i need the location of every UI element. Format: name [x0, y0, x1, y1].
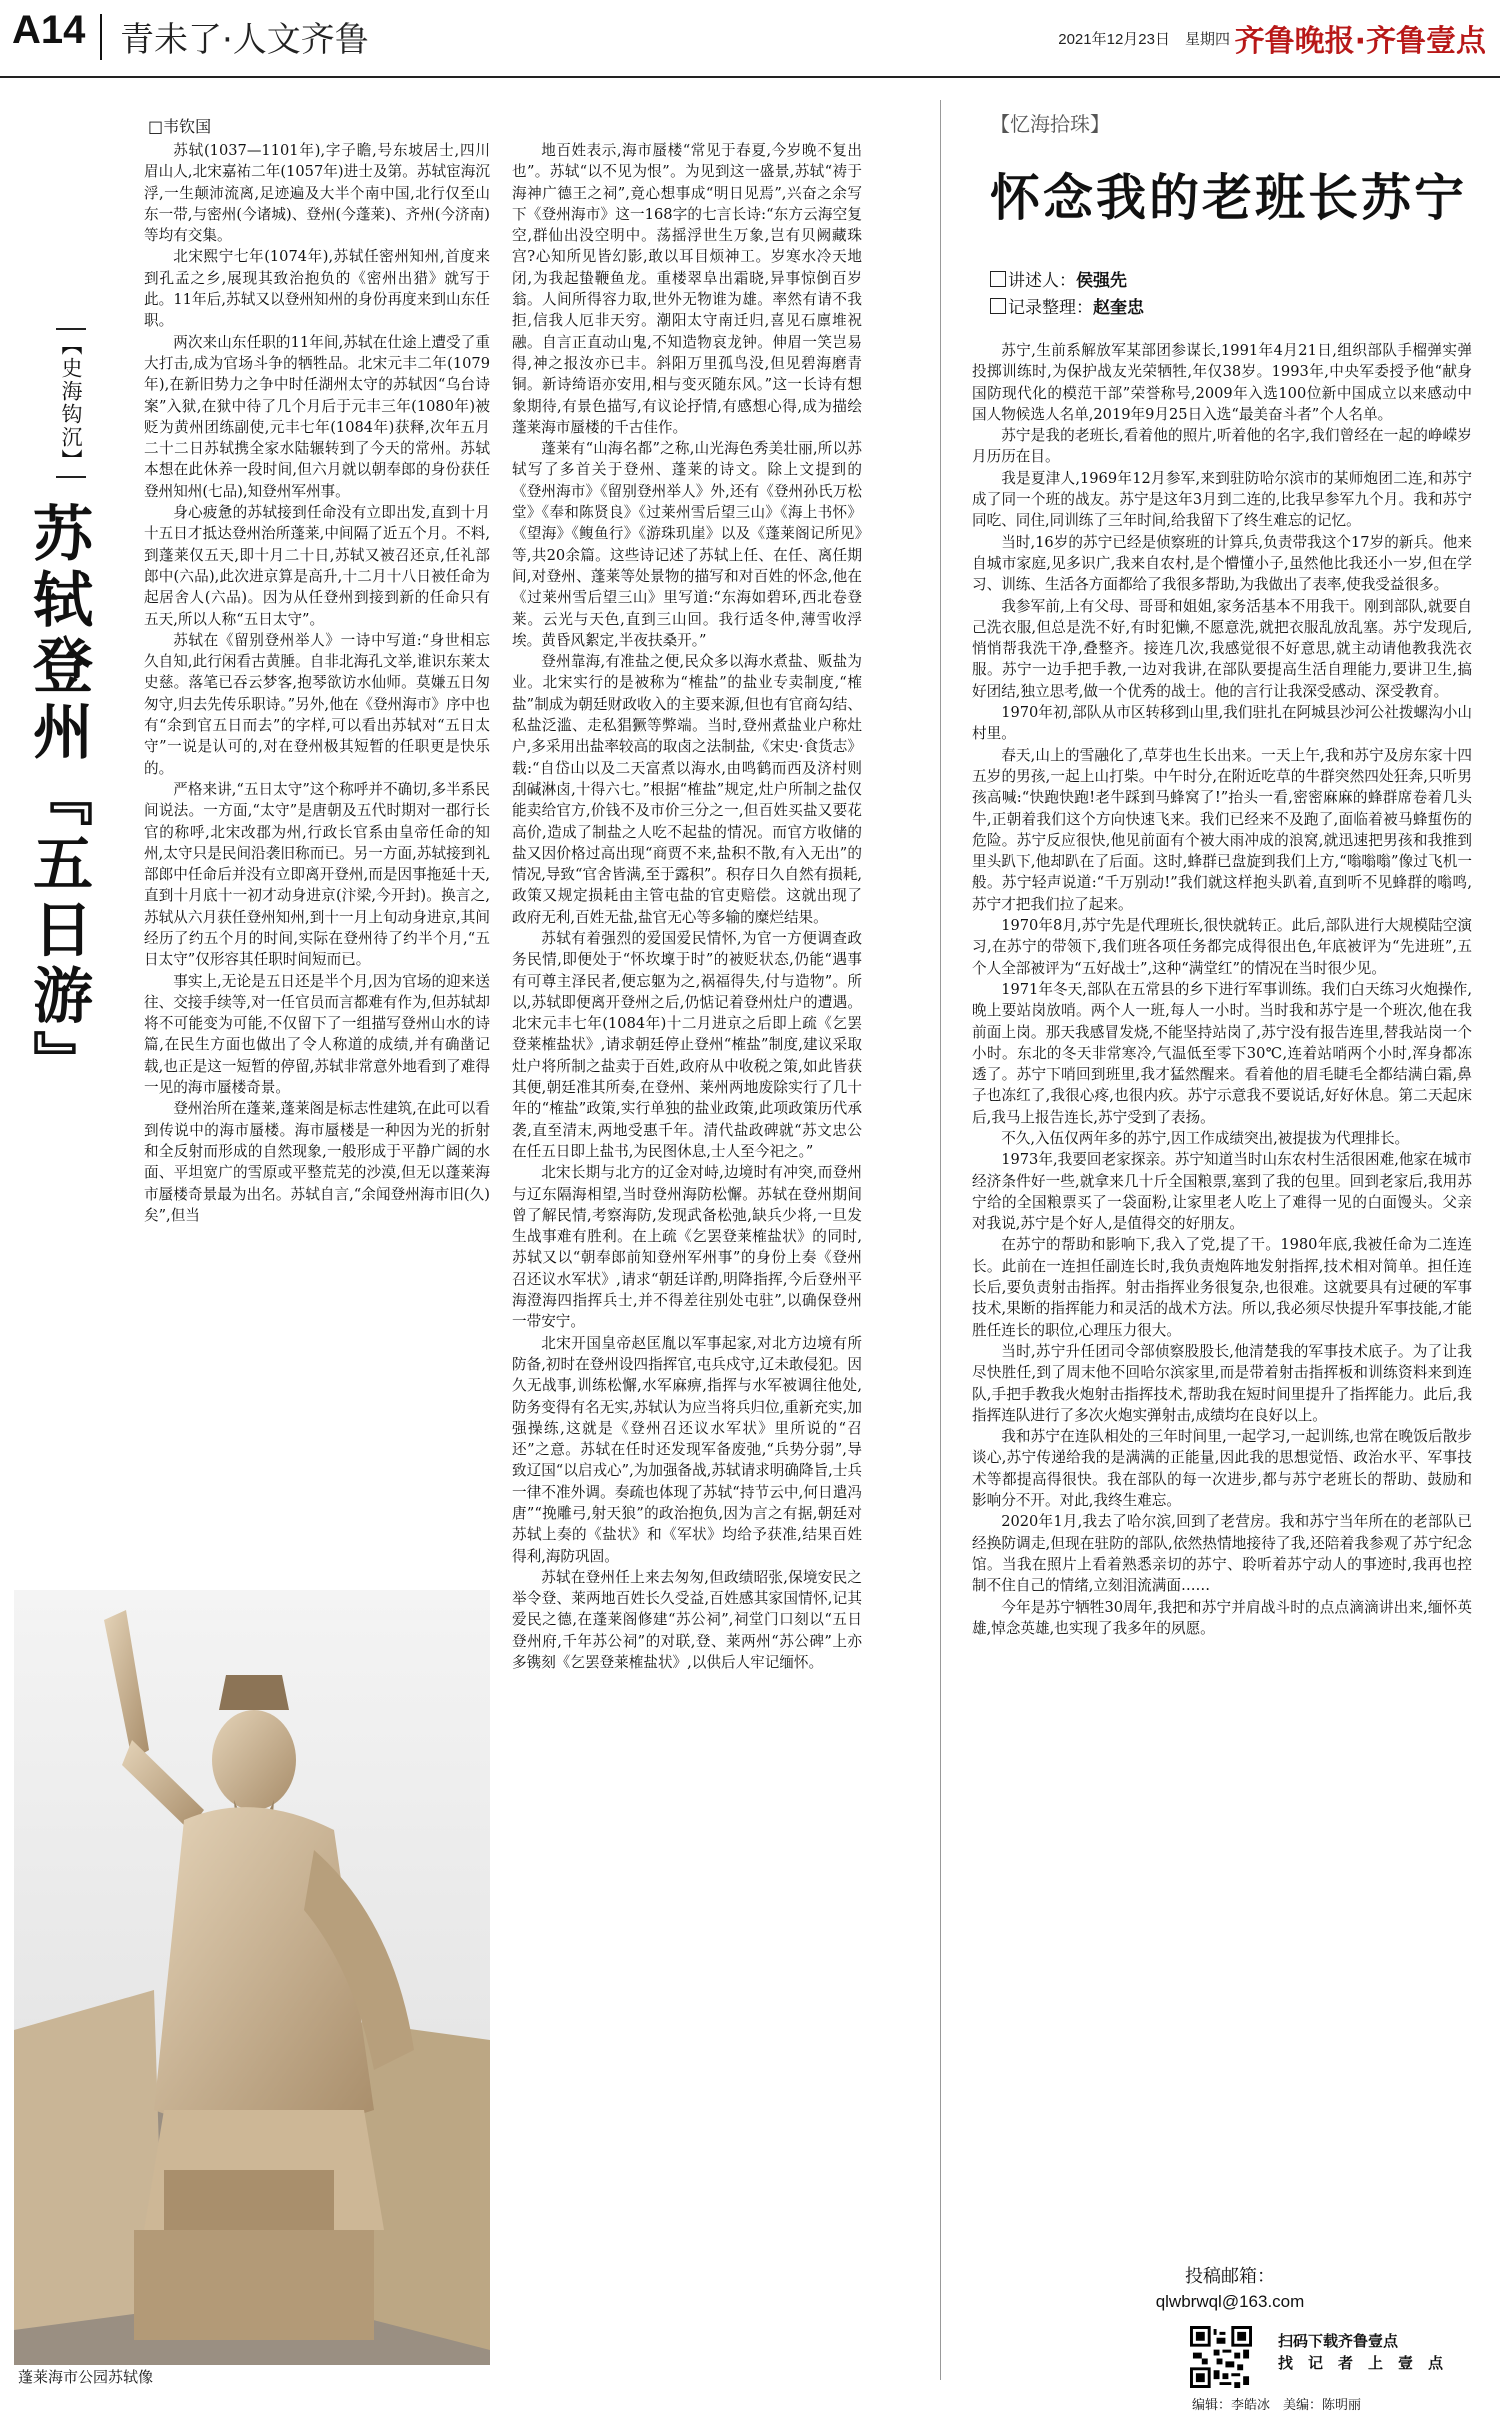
body-paragraph: 我和苏宁在连队相处的三年时间里,一起学习,一起训练,也常在晚饭后散步谈心,苏宁传递给我的是满满的正能量,因此我的思想觉悟、政治水平、军事技术等都提高得很快。我在部队的每一次进步,都与苏宁老班长的帮助、鼓励和影响分不开。对此,我终生难忘。 — [972, 1428, 1472, 1510]
article1-byline: □韦钦国 — [148, 117, 212, 136]
article2-kicker: 【忆海拾珠】 — [990, 112, 1110, 136]
body-paragraph: 当时,苏宁升任团司令部侦察股股长,他清楚我的军事技术底子。为了让我尽快胜任,到了周末他不回哈尔滨家里,而是带着射击指挥板和训练资料来到连队,手把手教我火炮射击指挥技术,帮助我在短时间里提升了指挥能力。此后,我指挥连队进行了多次火炮实弹射击,成绩均在良好以上。 — [972, 1342, 1472, 1424]
checkbox-icon — [990, 271, 1006, 287]
recorder-label: 记录整理： — [1008, 298, 1093, 318]
body-paragraph: 2020年1月,我去了哈尔滨,回到了老营房。我和苏宁当年所在的老部队已经换防调走,但现在驻防的部队,依然热情地接待了我,还陪着我参观了苏宁纪念馆。当我在照片上看着熟悉亲切的苏宁、聆听着苏宁动人的事迹时,我再也控制不住自己的情绪,立刻泪流满面…… — [972, 1513, 1472, 1595]
body-paragraph: 蓬莱有“山海名都”之称,山光海色秀美壮丽,所以苏轼写了多首关于登州、蓬莱的诗文。除上文提到的《登州海市》《留别登州举人》外,还有《登州孙氏万松堂》《奉和陈贤良》《过莱州雪后望三山》《海上书怀》《望海》《鳆鱼行》《游珠玑崖》以及《蓬莱阁记所见》等,共20余篇。这些诗记述了苏轼上任、在任、离任期间,对登州、蓬莱等处景物的描写和对百姓的怀念,他在《过莱州雪后望三山》里写道:“东海如碧环,西北卷登莱。云光与天色,直到三山回。我行适冬仲,薄雪收浮埃。黄昏风絮定,半夜扶桑开。” — [512, 440, 862, 649]
page-header — [0, 0, 1500, 78]
qr-caption — [1278, 2330, 1443, 2374]
body-paragraph: 地百姓表示,海市蜃楼“常见于春夏,今岁晚不复出也”。苏轼“以不见为恨”。为见到这一盛景,苏轼“祷于海神广德王之祠”,竟心想事成“明日见焉”,兴奋之余写下《登州海市》这一168字的七言长诗:“东方云海空复空,群仙出没空明中。荡摇浮世生万象,岂有贝阙藏珠宫?心知所见皆幻影,敢以耳目烦神工。岁寒水冷天地闭,为我起蛰鞭鱼龙。重楼翠阜出霜晓,异事惊倒百岁翁。人间所得容力取,世外无物谁为雄。率然有请不我拒,信我人厄非天穷。潮阳太守南迁归,喜见石廪堆祝融。自言正直动山鬼,不知造物哀龙钟。伸眉一笑岂易得,神之报汝亦已丰。斜阳万里孤鸟没,但见碧海磨青铜。新诗绮语亦安用,相与变灭随东风。”这一长诗有想象期待,有景色描写,有议论抒情,有感想心得,成为描绘蓬莱海市蜃楼的千古佳作。 — [512, 142, 862, 436]
narrator-name: 侯强先 — [1076, 271, 1127, 291]
statue-illustration — [14, 1590, 490, 2365]
qr-caption-line1: 扫码下载齐鲁壹点 — [1278, 2332, 1399, 2350]
body-paragraph: 登州靠海,有准盐之便,民众多以海水煮盐、贩盐为业。北宋实行的是被称为“榷盐”的盐业专卖制度,“榷盐”制成为朝廷财政收入的主要来源,但也有官商勾结、私盐泛滥、走私猖獗等弊端。当时,登州煮盐业户称灶户,多采用出盐率较高的取卤之法制盐,《宋史·食货志》载:“自岱山以及二天富煮以海水,由鸣鹤而西及济村则刮碱淋卤,十得六七。”根据“榷盐”规定,灶户所制之盐仅能卖给官方,价钱不及市价三分之一,但百姓买盐又要花高价,造成了制盐之人吃不起盐的情况。而官方收储的盐又因价格过高出现“商贾不来,盐积不散,有入无出”的情况,导致“官舍皆满,至于露积”。积存日久自然有损耗,政策又规定损耗由主管屯盐的官吏赔偿。这就出现了政府无利,百姓无盐,盐官无心等多输的糜烂结果。 — [512, 653, 862, 926]
brand-logo: 齐鲁晚报·齐鲁壹点 — [1234, 24, 1486, 59]
statue-photo — [14, 1590, 490, 2365]
article2-body — [972, 340, 1472, 2090]
body-paragraph: 事实上,无论是五日还是半个月,因为官场的迎来送往、交接手续等,对一任官员而言都难有作为,但苏轼却将不可能变为可能,不仅留下了一组描写登州山水的诗篇,在民生方面也做出了令人称道的成绩,并有确凿记载,也正是这一短暂的停留,苏轼非常意外地看到了难得一见的海市蜃楼奇景。 — [144, 972, 490, 1097]
article1-column-1 — [144, 140, 490, 1575]
body-paragraph: 北宋熙宁七年(1074年),苏轼任密州知州,首度来到孔孟之乡,展现其致治抱负的《密州出猎》就写于此。11年后,苏轼又以登州知州的身份再度来到山东任职。 — [144, 248, 490, 330]
narrator-label: 讲述人： — [1008, 271, 1076, 291]
body-paragraph: 我是夏津人,1969年12月参军,来到驻防哈尔滨市的某师炮团二连,和苏宁成了同一个班的战友。苏宁是这年3月到二连的,比我早参军九个月。我和苏宁同吃、同住,同训练了三年时间,给我留下了终生难忘的记忆。 — [972, 469, 1472, 530]
article1-headline: 苏轼登州『五日游』 — [23, 502, 93, 1096]
body-paragraph: 不久,入伍仅两年多的苏宁,因工作成绩突出,被提拔为代理排长。 — [1001, 1129, 1410, 1147]
body-paragraph: 两次来山东任职的11年间,苏轼在仕途上遭受了重大打击,成为官场斗争的牺牲品。北宋元丰二年(1079年),在新旧势力之争中时任湖州太守的苏轼因“乌台诗案”入狱,在狱中待了几个月后于元丰三年(1080年)被贬为黄州团练副使,元丰七年(1084年)获释,次年五月二十二日苏轼携全家水陆辗转到了今天的常州。苏轼本想在此休养一段时间,但六月就以朝奉郎的身份获任登州知州(七品),知登州军州事。 — [144, 333, 490, 500]
body-paragraph: 我参军前,上有父母、哥哥和姐姐,家务活基本不用我干。刚到部队,就要自己洗衣服,但总是洗不好,有时犯懒,不愿意洗,就把衣服乱放乱塞。苏宁发现后,悄悄帮我洗干净,叠整齐。接连几次,我感觉很不好意思,就主动请他教我洗衣服。苏宁一边手把手教,一边对我讲,在部队要提高生活自理能力,要讲卫生,搞好团结,独立思考,做一个优秀的战士。他的言行让我深受感动、深受教育。 — [972, 597, 1472, 700]
body-paragraph: 苏轼在《留别登州举人》一诗中写道:“身世相忘久自知,此行闲看古黄腄。自非北海孔文举,谁识东莱太史慈。落笔已吞云梦客,抱琴欲访水仙师。莫嫌五日匆匆守,归去先传乐职诗。”另外,他在《登州海市》序中也有“余到官五日而去”的字样,可以看出苏轼对“五日太守”一说是认可的,对在登州极其短暂的任职更是快乐的。 — [144, 631, 490, 777]
editor-credit: 编辑：李皓冰 美编：陈明丽 — [1192, 2398, 1362, 2413]
qr-caption-line2: 找 记 者 上 壹 点 — [1278, 2354, 1444, 2372]
body-paragraph: 1970年8月,苏宁先是代理班长,很快就转正。此后,部队进行大规模陆空演习,在苏宁的带领下,我们班各项任务都完成得很出色,年底被评为“先进班”,五个人全部被评为“五好战士”,这种“满堂红”的情况在当时很少见。 — [972, 917, 1472, 977]
body-paragraph: 苏宁是我的老班长,看着他的照片,听着他的名字,我们曾经在一起的峥嵘岁月历历在目。 — [972, 427, 1472, 466]
article1-column-2 — [512, 140, 862, 2370]
body-paragraph: 苏轼在登州任上来去匆匆,但政绩昭张,保境安民之举令登、莱两地百姓长久受益,百姓感其家国情怀,记其爱民之德,在蓬莱阁修建“苏公祠”,祠堂门口刻以“五日登州府,千年苏公祠”的对联,登、莱两州“苏公碑”上亦多镌刻《乞罢登莱榷盐状》,以供后人牢记缅怀。 — [512, 1568, 862, 1672]
body-paragraph: 登州治所在蓬莱,蓬莱阁是标志性建筑,在此可以看到传说中的海市蜃楼。海市蜃楼是一种因为光的折射和全反射而形成的自然现象,一般形成于平静广阔的水面、平坦宽广的雪原或平整荒芜的沙漠,但无以蓬莱海市蜃楼奇景最为出名。苏轼自言,“余闻登州海市旧(久)矣”,但当 — [144, 1100, 490, 1224]
body-paragraph: 1971年冬天,部队在五常县的乡下进行军事训练。我们白天练习火炮操作,晚上要站岗放哨。两个人一班,每人一小时。当时我和苏宁是一个班次,他在我前面上岗。那天我感冒发烧,不能坚持站岗了,苏宁没有报告连里,替我站岗一个小时。东北的冬天非常寒冷,气温低至零下30℃,连着站哨两个小时,浑身都冻透了。苏宁下哨回到班里,我才猛然醒来。看着他的眉毛睫毛全都结满白霜,鼻子也冻红了,我很心疼,也很内疚。苏宁示意我不要说话,好好休息。第二天起床后,我马上报告连长,苏宁受到了表扬。 — [972, 980, 1472, 1126]
body-paragraph: 1973年,我要回老家探亲。苏宁知道当时山东农村生活很困难,他家在城市经济条件好一些,就拿来几十斤全国粮票,塞到了我的包里。回到老家后,我用苏宁给的全国粮票买了一袋面粉,让家里老人吃上了难得一见的白面馒头。父亲对我说,苏宁是个好人,是值得交的好朋友。 — [972, 1151, 1472, 1233]
header-divider — [100, 14, 102, 60]
submit-email-label: 投稿邮箱： — [1185, 2266, 1275, 2287]
checkbox-icon — [990, 298, 1006, 314]
body-paragraph: 当时,16岁的苏宁已经是侦察班的计算兵,负责带我这个17岁的新兵。他来自城市家庭,见多识广,我来自农村,是个懵懂小子,虽然他比我还小一岁,但在学习、训练、生活各方面都给了我很多帮助,为我做出了表率,使我受益很多。 — [972, 533, 1472, 594]
body-paragraph: 今年是苏宁牺牲30周年,我把和苏宁并肩战斗时的点点滴滴讲出来,缅怀英雄,悼念英雄,也实现了我多年的夙愿。 — [972, 1598, 1472, 1637]
body-paragraph: 苏宁,生前系解放军某部团参谋长,1991年4月21日,组织部队手榴弹实弹投掷训练时,为保护战友光荣牺牲,年仅38岁。1993年,中央军委授予他“献身国防现代化的模范干部”荣誉称号,2009年入选100位新中国成立以来感动中国人物候选人名单,2019年9月25日入选“最美奋斗者”个人名单。 — [972, 342, 1472, 423]
article2-credits — [990, 268, 1144, 322]
qr-code-icon[interactable] — [1190, 2326, 1252, 2388]
article2-headline: 怀念我的老班长苏宁 — [990, 168, 1467, 227]
recorder-name: 赵奎忠 — [1093, 298, 1144, 318]
photo-caption: 蓬莱海市公园苏轼像 — [18, 2368, 154, 2386]
body-paragraph: 苏轼(1037—1101年),字子瞻,号东坡居士,四川眉山人,北宋嘉祐二年(1057年)进士及第。苏轼宦海沉浮,一生颠沛流离,足迹遍及大半个南中国,北行仅至山东一带,与密州(今诸城)、登州(今蓬莱)、齐州(今济南)等均有交集。 — [144, 142, 490, 245]
recorder-line — [990, 295, 1144, 322]
body-paragraph: 严格来讲,“五日太守”这个称呼并不确切,多半系民间说法。一方面,“太守”是唐朝及五代时期对一郡行长官的称呼,北宋改郡为州,行政长官系由皇帝任命的知州,太守只是民间沿袭旧称而已。另一方面,苏轼接到礼部郎中任命后并没有立即离开登州,而是因事拖延十天,直到十月底十一初才动身进京(汴梁,今开封)。换言之,苏轼从六月获任登州知州,到十一月上旬动身进京,其间经历了约五个月的时间,实际在登州待了约半个月,“五日太守”仅形容其任职时间短而已。 — [144, 780, 490, 969]
section-title: 青未了·人文齐鲁 — [120, 20, 369, 60]
body-paragraph: 在苏宁的帮助和影响下,我入了党,提了干。1980年底,我被任命为二连连长。此前在一连担任副连长时,我负责炮阵地发射指挥,技术相对简单。担任连长后,要负责射击指挥。射击指挥业务很复杂,也很难。这就要具有过硬的军事技术,果断的指挥能力和灵活的战术方法。所以,我必须尽快提升军事技能,才能胜任连长的职位,心理压力很大。 — [972, 1236, 1472, 1339]
body-paragraph: 北宋长期与北方的辽金对峙,边境时有冲突,而登州与辽东隔海相望,当时登州海防松懈。苏轼在登州期间曾了解民情,考察海防,发现武备松弛,缺兵少将,一旦发生战事难有胜利。在上疏《乞罢登莱榷盐状》的同时,苏轼又以“朝奉郎前知登州军州事”的身份上奏《登州召还议水军状》,请求“朝廷详酌,明降指挥,今后登州平海澄海四指挥兵士,并不得差往别处屯驻”,以确保登州一带安宁。 — [512, 1164, 862, 1331]
submit-email[interactable]: qlwbrwql@163.com — [1155, 2292, 1305, 2311]
body-paragraph: 春天,山上的雪融化了,草芽也生长出来。一天上午,我和苏宁及房东家十四五岁的男孩,一起上山打柴。中午时分,在附近吃草的牛群突然四处狂奔,只听男孩高喊:“快跑快跑!老牛踩到马蜂窝了!”抬头一看,密密麻麻的蜂群席卷着几头牛,正朝着我们这个方向快速飞来。我们已经来不及跑了,面临着被马蜂蜇伤的危险。苏宁反应很快,他见前面有个被大雨冲成的浪窝,就迅速把男孩和我推到里头趴下,他却趴在了后面。这时,蜂群已盘旋到我们上方,“嗡嗡嗡”像过飞机一般。苏宁轻声说道:“千万别动!”我们就这样抱头趴着,直到听不见蜂群的嗡鸣,苏宁才把我们拉了起来。 — [972, 746, 1472, 913]
body-paragraph: 苏轼有着强烈的爱国爱民情怀,为官一方便调查政务民情,即便处于“怀坎壈于时”的被贬状态,仍能“遇事有可尊主泽民者,便忘躯为之,祸福得失,付与造物”。所以,苏轼即便离开登州之后,仍惦记着登州灶户的遭遇。北宋元丰七年(1084年)十二月进京之后即上疏《乞罢登莱榷盐状》,请求朝廷停止登州“榷盐”制度,建议采取灶户将所制之盐卖于百姓,政府从中收税之策,如此皆获其便,朝廷准其所奏,在登州、莱州两地废除实行了几十年的“榷盐”政策,实行单独的盐业政策,此项政策历代承袭,直至清末,两地受惠千年。清代盐政碑就“苏文忠公在任五日即上盐书,为民图休息,士人至今祀之。” — [512, 929, 862, 1160]
body-paragraph: 北宋开国皇帝赵匡胤以军事起家,对北方边境有所防备,初时在登州设四指挥官,屯兵戍守,辽未敢侵犯。因久无战事,训练松懈,水军麻痹,指挥与水军被调往他处,防务变得有名无实,苏轼认为应当将兵归位,重新充实,加强操练,这就是《登州召还议水军状》里所说的“召还”之意。苏轼在任时还发现军备废弛,“兵势分弱”,导致辽国“以启戎心”,为加强备战,苏轼请求明确降旨,士兵一律不准外调。奏疏也体现了苏轼“持节云中,何日遣冯唐”“挽雕弓,射天狼”的政治抱负,因为言之有据,朝廷对苏轼上奏的《盐状》和《军状》均给予获准,结果百姓得利,海防巩固。 — [512, 1334, 862, 1565]
article1-kicker: 【史海钩沉】 — [56, 328, 86, 478]
body-paragraph: 1970年初,部队从市区转移到山里,我们驻扎在阿城县沙河公社拨螺沟小山村里。 — [972, 704, 1472, 743]
issue-date: 2021年12月23日 星期四 — [1058, 31, 1230, 48]
page-number: A14 — [12, 8, 86, 52]
body-paragraph: 身心疲惫的苏轼接到任命没有立即出发,直到十月十五日才抵达登州治所蓬莱,中间隔了近五个月。不料,到蓬莱仅五天,即十月二十日,苏轼又被召还京,任礼部郎中(六品),此次进京算是高升,十二月十八日被任命为起居舍人(六品)。因为从任登州到接到新的任命只有五天,所以人称“五日太守”。 — [144, 504, 490, 628]
column-divider — [940, 100, 941, 2380]
narrator-line — [990, 268, 1144, 295]
